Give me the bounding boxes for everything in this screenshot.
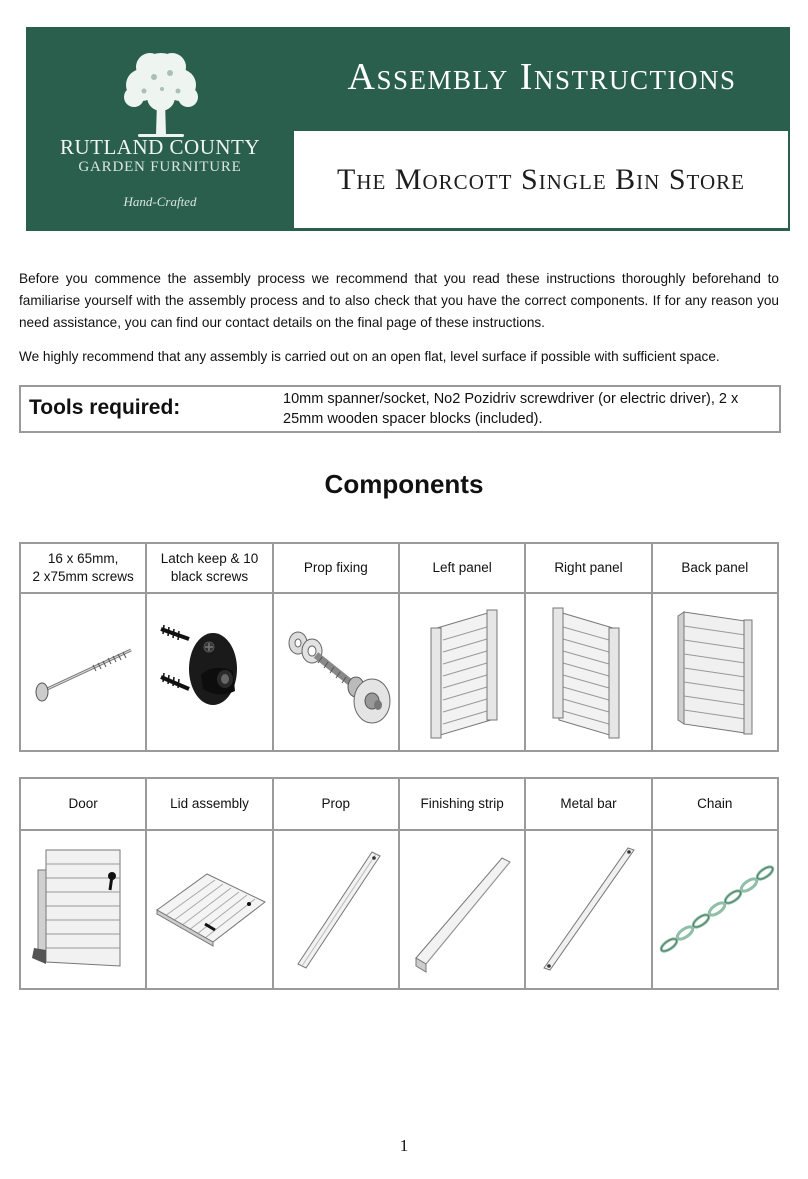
component-label: Prop fixing bbox=[273, 543, 399, 593]
components-table bbox=[19, 542, 779, 752]
tools-list: 10mm spanner/socket, No2 Pozidriv screwdriver (or electric driver), 2 x 25mm wooden spacer blocks (included). bbox=[283, 391, 739, 427]
back-panel-icon bbox=[660, 602, 770, 742]
brand-subname: GARDEN FURNITURE bbox=[78, 159, 242, 175]
component-image-cell bbox=[146, 830, 272, 989]
component-label: Chain bbox=[652, 778, 778, 830]
component-image-cell bbox=[273, 593, 399, 751]
finishing-strip-icon bbox=[402, 840, 522, 980]
component-image-cell bbox=[20, 830, 146, 989]
product-name: The Morcott Single Bin Store bbox=[337, 162, 745, 196]
right-panel-icon bbox=[533, 602, 643, 742]
component-image-cell bbox=[399, 593, 525, 751]
intro-paragraph: Before you commence the assembly process we recommend that you read these instructions thoroughly beforehand to familiarise yourself with the assembly process and to also check that you have the correct components. If for any reason you need assistance, you can find our contact details on the final page of these instructions. bbox=[19, 271, 779, 330]
metal-bar-icon bbox=[528, 840, 648, 980]
product-name-box bbox=[294, 131, 788, 228]
component-label: Right panel bbox=[525, 543, 651, 593]
component-label: Lid assembly bbox=[146, 778, 272, 830]
screw-icon bbox=[23, 632, 143, 712]
brand-logo bbox=[26, 27, 294, 231]
prop-icon bbox=[276, 840, 396, 980]
tools-label: Tools required: bbox=[29, 396, 181, 419]
components-table bbox=[19, 777, 779, 990]
component-label: Metal bar bbox=[525, 778, 651, 830]
document-title: Assembly Instructions bbox=[347, 56, 737, 98]
latch-keep-icon bbox=[149, 617, 269, 727]
tools-required-box bbox=[19, 385, 781, 433]
lid-icon bbox=[149, 860, 269, 960]
component-label: Door bbox=[20, 778, 146, 830]
component-label: Latch keep & 10 black screws bbox=[146, 543, 272, 593]
component-label: Prop bbox=[273, 778, 399, 830]
component-image-cell bbox=[273, 830, 399, 989]
chain-icon bbox=[655, 855, 775, 965]
brand-tagline: Hand-Crafted bbox=[123, 194, 197, 209]
component-image-cell bbox=[20, 593, 146, 751]
component-label: Back panel bbox=[652, 543, 778, 593]
brand-name: RUTLAND COUNTY bbox=[59, 135, 261, 159]
component-image-cell bbox=[652, 830, 778, 989]
bolt-washer-icon bbox=[276, 617, 396, 727]
component-image-cell bbox=[525, 593, 651, 751]
intro-paragraph: We highly recommend that any assembly is carried out on an open flat, level surface if possible with sufficient space. bbox=[19, 349, 720, 364]
left-panel-icon bbox=[407, 602, 517, 742]
component-image-cell bbox=[652, 593, 778, 751]
component-image-cell bbox=[146, 593, 272, 751]
page-number: 1 bbox=[399, 1136, 409, 1155]
header-banner bbox=[26, 27, 790, 231]
components-heading: Components bbox=[324, 469, 484, 499]
component-image-cell bbox=[399, 830, 525, 989]
door-icon bbox=[28, 840, 138, 980]
component-label: Left panel bbox=[399, 543, 525, 593]
component-image-cell bbox=[525, 830, 651, 989]
tree-logo-icon bbox=[116, 45, 206, 145]
component-label: Finishing strip bbox=[399, 778, 525, 830]
intro-text bbox=[19, 268, 779, 368]
component-label: 16 x 65mm, 2 x75mm screws bbox=[20, 543, 146, 593]
